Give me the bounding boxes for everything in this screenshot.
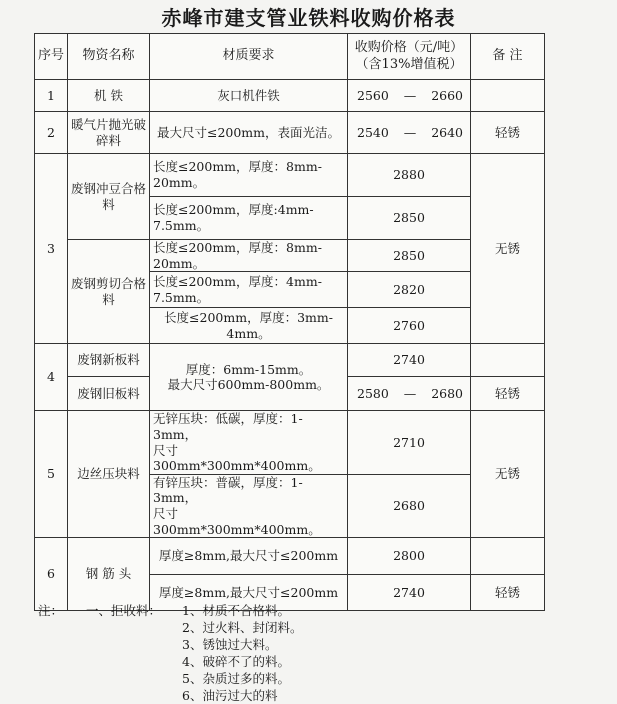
price: 2820 [348, 272, 471, 308]
item-remark: 无锈 [471, 154, 545, 344]
list-item: 5、杂质过多的料。 [182, 671, 290, 686]
header-price-line1: 收购价格（元/吨） [354, 40, 464, 56]
item-name: 废钢冲豆合格料 [68, 154, 150, 240]
header-requirement: 材质要求 [150, 34, 348, 80]
requirement-line2: 最大尺寸600mm-800mm。 [167, 377, 330, 393]
table-row [35, 344, 545, 377]
list-item: 6、油污过大的料 [182, 688, 278, 703]
price-range [348, 80, 471, 112]
item-name: 废钢旧板料 [68, 377, 150, 411]
price-low: 2580 [357, 385, 389, 401]
list-item: 4、破碎不了的料。 [182, 654, 290, 669]
header-name: 物资名称 [68, 34, 150, 80]
item-requirement: 厚度≥8mm,最大尺寸≤200mm [150, 538, 348, 575]
header-remark: 备 注 [471, 34, 545, 80]
table-row [35, 80, 545, 112]
requirement-line1: 厚度：6mm-15mm。 [185, 361, 312, 377]
item-requirement [150, 344, 348, 411]
requirement-line2: 尺寸300mm*300mm*400mm。 [153, 506, 321, 537]
table-row [35, 154, 545, 197]
item-requirement: 灰口机件铁 [150, 80, 348, 112]
item-name: 边丝压块料 [68, 411, 150, 538]
price-range [348, 112, 471, 154]
item-requirement [150, 411, 348, 475]
list-item: 2、过火料、封闭料。 [182, 620, 303, 635]
header-price [348, 34, 471, 80]
row-no: 5 [35, 411, 68, 538]
item-name: 钢 筋 头 [68, 538, 150, 611]
price-range [348, 377, 471, 411]
item-remark [471, 538, 545, 575]
table-row [35, 240, 545, 272]
price-dash: — [403, 385, 417, 401]
price-low: 2560 [357, 87, 389, 103]
table-header-row [35, 34, 545, 80]
item-requirement: 长度≤200mm，厚度：4mm-7.5mm。 [150, 272, 348, 308]
row-no: 1 [35, 80, 68, 112]
price-high: 2660 [431, 87, 463, 103]
price-dash: — [403, 124, 417, 140]
price: 2880 [348, 154, 471, 197]
header-price-line2: （含13%增值税） [355, 56, 463, 72]
item-name: 废钢新板料 [68, 344, 150, 377]
notes-reject-heading: 一、拒收料： [86, 603, 162, 618]
item-name: 机 铁 [68, 80, 150, 112]
list-item: 1、材质不合格料。 [182, 603, 290, 618]
item-requirement: 长度≤200mm，厚度：8mm-20mm。 [150, 240, 348, 272]
item-requirement: 最大尺寸≤200mm，表面光洁。 [150, 112, 348, 154]
row-no: 6 [35, 538, 68, 611]
item-remark: 轻锈 [471, 377, 545, 411]
item-requirement: 长度≤200mm，厚度：8mm-20mm。 [150, 154, 348, 197]
notes-list [182, 602, 442, 704]
price-high: 2640 [431, 124, 463, 140]
price: 2740 [348, 575, 471, 611]
item-requirement [150, 474, 348, 538]
price-dash: — [403, 87, 417, 103]
requirement-line1: 无锌压块：低碳，厚度：1-3mm， [153, 411, 303, 442]
item-remark: 轻锈 [471, 575, 545, 611]
item-remark: 轻锈 [471, 112, 545, 154]
price-high: 2680 [431, 385, 463, 401]
price-table [34, 33, 545, 611]
page-title: 赤峰市建支管业铁料收购价格表 [161, 6, 456, 30]
item-name: 废钢剪切合格料 [68, 240, 150, 344]
requirement-line2: 尺寸300mm*300mm*400mm。 [153, 442, 321, 474]
item-remark [471, 344, 545, 377]
price-low: 2540 [357, 124, 389, 140]
item-name: 暖气片抛光破碎料 [68, 112, 150, 154]
table-row [35, 112, 545, 154]
item-remark: 无锈 [471, 411, 545, 538]
item-requirement: 长度≤200mm，厚度:4mm-7.5mm。 [150, 197, 348, 240]
price: 2710 [348, 411, 471, 475]
price: 2680 [348, 474, 471, 538]
notes-lead [38, 602, 178, 619]
price: 2850 [348, 197, 471, 240]
price: 2740 [348, 344, 471, 377]
row-no: 3 [35, 154, 68, 344]
item-requirement: 长度≤200mm，厚度：3mm-4mm。 [150, 308, 348, 344]
list-item: 3、锈蚀过大料。 [182, 637, 278, 652]
price: 2800 [348, 538, 471, 575]
notes-label: 注： [38, 603, 64, 618]
requirement-line1: 有锌压块：普碳，厚度：1-3mm， [153, 474, 303, 506]
table-row [35, 538, 545, 575]
item-remark [471, 80, 545, 112]
row-no: 4 [35, 344, 68, 411]
row-no: 2 [35, 112, 68, 154]
header-no: 序号 [35, 34, 68, 80]
table-row [35, 411, 545, 475]
price: 2850 [348, 240, 471, 272]
price: 2760 [348, 308, 471, 344]
item-requirement: 厚度≥8mm,最大尺寸≤200mm [150, 575, 348, 611]
